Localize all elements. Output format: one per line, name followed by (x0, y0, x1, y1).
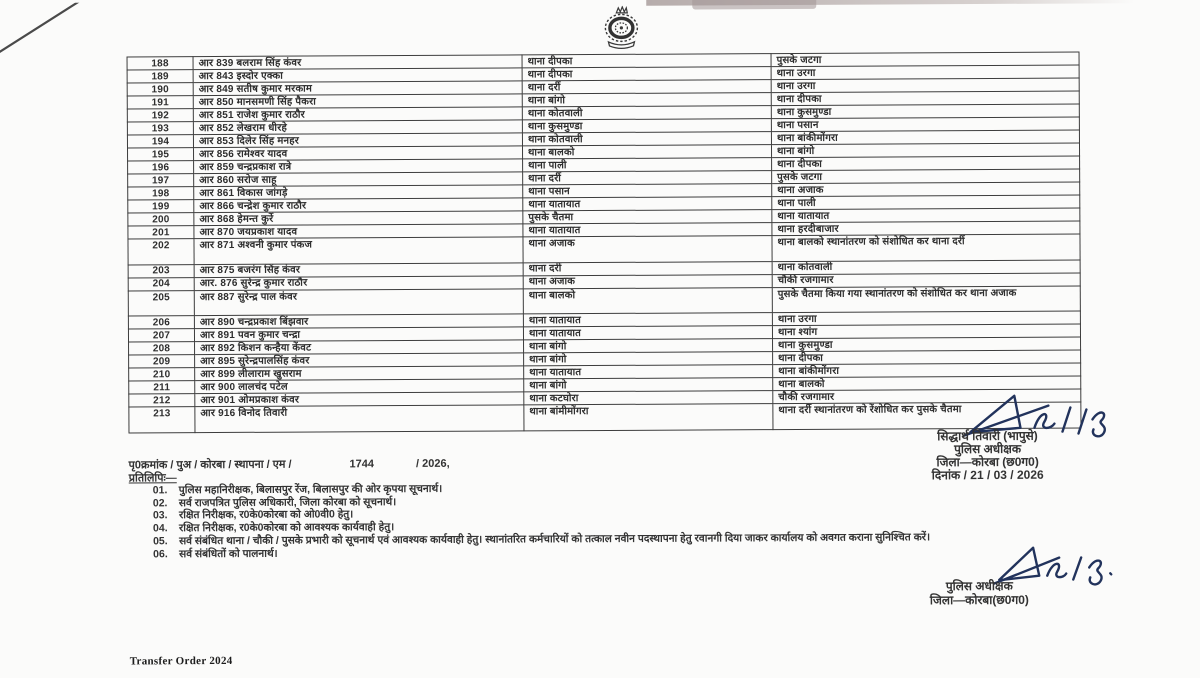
reference-number-line (129, 456, 450, 473)
current-posting-cell: थाना कुसमुण्डा (522, 119, 771, 133)
current-posting-cell: थाना दीपका (522, 67, 771, 81)
officer-name-cell: आर 900 लालचंद पटेल (195, 379, 524, 394)
serial-number-cell: 208 (129, 342, 195, 355)
new-posting-cell: थाना उरगा (771, 65, 1079, 80)
current-posting-cell: थाना अजाक (523, 236, 772, 263)
footer-label: Transfer Order 2024 (129, 654, 233, 668)
new-posting-cell: चौकी रजगामार (772, 272, 1080, 287)
serial-number-cell: 194 (127, 135, 193, 148)
new-posting-cell: पुसके जटगा (771, 52, 1079, 67)
officer-name-cell: आर 860 सरोज साहू (194, 172, 523, 187)
current-posting-cell: थाना बांगो (522, 93, 771, 107)
police-emblem-icon (594, 6, 646, 52)
ref-label: पृ0क्रमांक / पुअ / कोरबा / स्थापना / एम / (128, 458, 292, 472)
current-posting-cell: पुसके चैतमा (523, 210, 772, 224)
copy-item-text: रक्षित निरीक्षक, र0के0कोरबा को आवश्यक कार्यवाही हेतु। (178, 521, 395, 535)
officer-name-cell: आर 861 विकास जांगड़े (194, 185, 523, 200)
copy-item-text: रक्षित निरीक्षक, र0के0कोरबा को ओ0वी0 हेतु। (178, 508, 354, 522)
new-posting-cell: चौकी रजगामार (773, 389, 1081, 404)
current-posting-cell: थाना यातायात (524, 365, 773, 379)
current-posting-cell: थाना बांगो (524, 352, 773, 366)
new-posting-cell: थाना श्यांग (772, 324, 1080, 339)
ref-number: 1744 (349, 458, 375, 471)
copy-item-text: सर्व संबंधित थाना / चौकी / पुसके प्रभारी को सूचनार्थ एवं आवश्यक कार्यवाही हेतु। स्थानांतरित कर्मचारियों को तत्काल नवीन पदस्थापना हेतु रवानगी दिया जाकर कार्यालय को अवगत कराना सुनिश्चित करें। (179, 531, 931, 548)
officer-name-cell: आर 895 सुरेन्द्रपालसिंह कंवर (195, 353, 524, 368)
new-posting-cell: थाना पसान (771, 117, 1079, 132)
officer-name-cell: आर 891 पवन कुमार चन्द्रा (194, 327, 523, 342)
scan-shadow-patch (692, 0, 816, 10)
copy-item-number: 04. (152, 522, 168, 535)
ref-year: / 2026, (415, 457, 450, 470)
copy-item-number: 06. (153, 547, 168, 560)
serial-number-cell: 197 (128, 174, 194, 187)
new-posting-cell: थाना उरगा (771, 78, 1079, 93)
signatory-district: जिला—कोरबा(छ0ग0) (929, 592, 1029, 607)
current-posting-cell: थाना कोतवाली (522, 132, 771, 146)
officer-name-cell: आर. 876 सुरेन्द्र कुमार राठौर (194, 275, 523, 290)
serial-number-cell: 192 (127, 109, 193, 122)
officer-name-cell: आर 853 दिलेर सिंह मनहर (193, 133, 522, 148)
current-posting-cell: थाना यातायात (523, 197, 772, 211)
serial-number-cell: 204 (128, 277, 194, 290)
serial-number-cell: 209 (129, 355, 195, 368)
order-date: दिनांक / 21 / 03 / 2026 (931, 467, 1044, 483)
current-posting-cell: थाना बांगो (524, 339, 773, 353)
copy-to-heading: प्रतिलिपिः— (128, 472, 177, 485)
serial-number-cell: 188 (127, 57, 193, 70)
serial-number-cell: 200 (128, 213, 194, 226)
officer-name-cell: आर 887 सुरेन्द्र पाल कंवर (194, 288, 523, 315)
copy-item-number: 05. (153, 535, 168, 548)
new-posting-cell: थाना पाली (772, 195, 1080, 210)
signatory-post: पुलिस अधीक्षक (945, 578, 1013, 594)
new-posting-cell: थाना बांगो (771, 143, 1079, 158)
serial-number-cell: 201 (128, 226, 194, 239)
current-posting-cell: थाना यातायात (523, 326, 772, 340)
copy-item-number: 01. (152, 484, 168, 497)
signatory-block-2 (857, 579, 1101, 607)
current-posting-cell: थाना कटघोरा (524, 391, 773, 405)
serial-number-cell: 195 (128, 148, 194, 161)
officer-name-cell: आर 859 चन्द्रप्रकाश रात्रे (194, 159, 523, 174)
officer-name-cell: आर 901 ओमप्रकाश कंवर (195, 392, 524, 407)
current-posting-cell: थाना पसान (523, 184, 772, 198)
new-posting-cell: पुसके जटगा (772, 169, 1080, 184)
serial-number-cell: 190 (127, 83, 193, 96)
current-posting-cell: थाना दीपका (522, 54, 771, 68)
serial-number-cell: 213 (129, 407, 195, 433)
current-posting-cell: थाना दर्री (523, 171, 772, 185)
new-posting-cell: थाना दीपका (773, 350, 1081, 365)
new-posting-cell: थाना हरदीबाजार (772, 221, 1080, 236)
new-posting-cell: थाना बालको (773, 376, 1081, 391)
officer-name-cell: आर 875 बजरंग सिंह कंवर (194, 262, 523, 277)
officer-name-cell: आर 899 लीलाराम खुसराम (195, 366, 524, 381)
new-posting-cell: थाना दर्री स्थानांतरण को रेंशोधित कर पुसके चैतमा (773, 402, 1081, 429)
officer-name-cell: आर 870 जयप्रकाश यादव (194, 224, 523, 239)
new-posting-cell: थाना अजाक (772, 182, 1080, 197)
current-posting-cell: थाना दर्री (523, 261, 772, 275)
serial-number-cell: 196 (128, 161, 194, 174)
current-posting-cell: थाना यातायात (523, 313, 772, 327)
serial-number-cell: 212 (129, 394, 195, 407)
officer-name-cell: आर 850 मानसमणी सिंह पैकरा (193, 94, 522, 109)
current-posting-cell: थाना दर्री (522, 80, 771, 94)
current-posting-cell: थाना बांमीमोंगरा (524, 404, 773, 431)
new-posting-cell: थाना दीपका (771, 91, 1079, 106)
copy-item-number: 02. (152, 496, 168, 510)
current-posting-cell: थाना अजाक (523, 274, 772, 288)
copy-item-text: सर्व राजपत्रित पुलिस अधिकारी, जिला कोरबा को सूचनार्थ। (178, 495, 397, 509)
new-posting-cell: थाना बांकीमोंगरा (771, 130, 1079, 145)
signatory-name: सिद्धार्थ तिवारी (भापुसे) (937, 428, 1038, 444)
serial-number-cell: 191 (127, 96, 193, 109)
serial-number-cell: 189 (127, 70, 193, 83)
signatory-block-1 (842, 429, 1132, 483)
current-posting-cell: थाना पाली (523, 158, 772, 172)
officer-name-cell: आर 890 चन्द्रप्रकाश बिंझवार (194, 314, 523, 329)
serial-number-cell: 211 (129, 381, 195, 394)
officer-name-cell: आर 851 राजेश कुमार राठौर (193, 107, 522, 122)
serial-number-cell: 193 (127, 122, 193, 135)
new-posting-cell: थाना कोतवाली (772, 259, 1080, 274)
current-posting-cell: थाना यातायात (523, 223, 772, 237)
officer-name-cell: आर 866 चन्द्रेश कुमार राठौर (194, 198, 523, 213)
copy-distribution-list (153, 480, 1037, 561)
serial-number-cell: 207 (128, 329, 194, 342)
serial-number-cell: 210 (129, 368, 195, 381)
transfer-table (127, 51, 1081, 432)
new-posting-cell: थाना दीपका (772, 156, 1080, 171)
new-posting-cell: थाना बालको स्थानांतरण को संशोधित कर थाना दर्री (772, 234, 1080, 261)
officer-name-cell: आर 856 रामेश्वर यादव (194, 146, 523, 161)
current-posting-cell: थाना बालको (522, 145, 771, 159)
signatory-post: पुलिस अधीक्षक (954, 441, 1022, 457)
serial-number-cell: 206 (128, 316, 194, 329)
new-posting-cell: थाना कुसमुण्डा (771, 104, 1079, 119)
serial-number-cell: 198 (128, 187, 194, 200)
copy-item-text: सर्व संबंधितों को पालनार्थ। (179, 547, 278, 560)
serial-number-cell: 202 (128, 239, 194, 265)
serial-number-cell: 203 (128, 264, 194, 277)
officer-name-cell: आर 916 विनोद तिवारी (195, 405, 524, 432)
new-posting-cell: थाना बांकीमोंगरा (773, 363, 1081, 378)
serial-number-cell: 199 (128, 200, 194, 213)
copy-item-text: पुलिस महानिरीक्षक, बिलासपुर रेंज, बिलासपुर की ओर कृपया सूचनार्थ। (178, 482, 443, 497)
new-posting-cell: थाना यातायात (772, 208, 1080, 223)
copy-item-number: 03. (152, 509, 168, 522)
table-row (129, 402, 1081, 432)
signatory-district: जिला—कोरबा (छ0ग0) (936, 454, 1039, 470)
current-posting-cell: थाना बांगो (524, 378, 773, 392)
officer-name-cell: आर 839 बलराम सिंह कंवर (193, 55, 522, 70)
serial-number-cell: 205 (128, 290, 194, 316)
officer-name-cell: आर 892 किशन कन्हैया केंवट (195, 340, 524, 355)
officer-name-cell: आर 843 इस्दोर एक्का (193, 68, 522, 83)
officer-name-cell: आर 868 हेमन्त कुर्रे (194, 211, 523, 226)
new-posting-cell: थाना कुसमुण्डा (773, 337, 1081, 352)
officer-name-cell: आर 852 लेखराम धीरहे (193, 120, 522, 135)
pen-stroke-mark (0, 3, 99, 64)
current-posting-cell: थाना कोतवाली (522, 106, 771, 120)
officer-name-cell: आर 871 अश्वनी कुमार पंकज (194, 237, 523, 264)
new-posting-cell: पुसके चैतमा किया गया स्थानांतरण को संशोधित कर थाना अजाक (772, 285, 1080, 312)
officer-name-cell: आर 849 सतीष कुमार मरकाम (193, 81, 522, 96)
new-posting-cell: थाना उरगा (772, 311, 1080, 326)
current-posting-cell: थाना बालको (523, 287, 772, 314)
transfer-table-body (127, 52, 1081, 432)
